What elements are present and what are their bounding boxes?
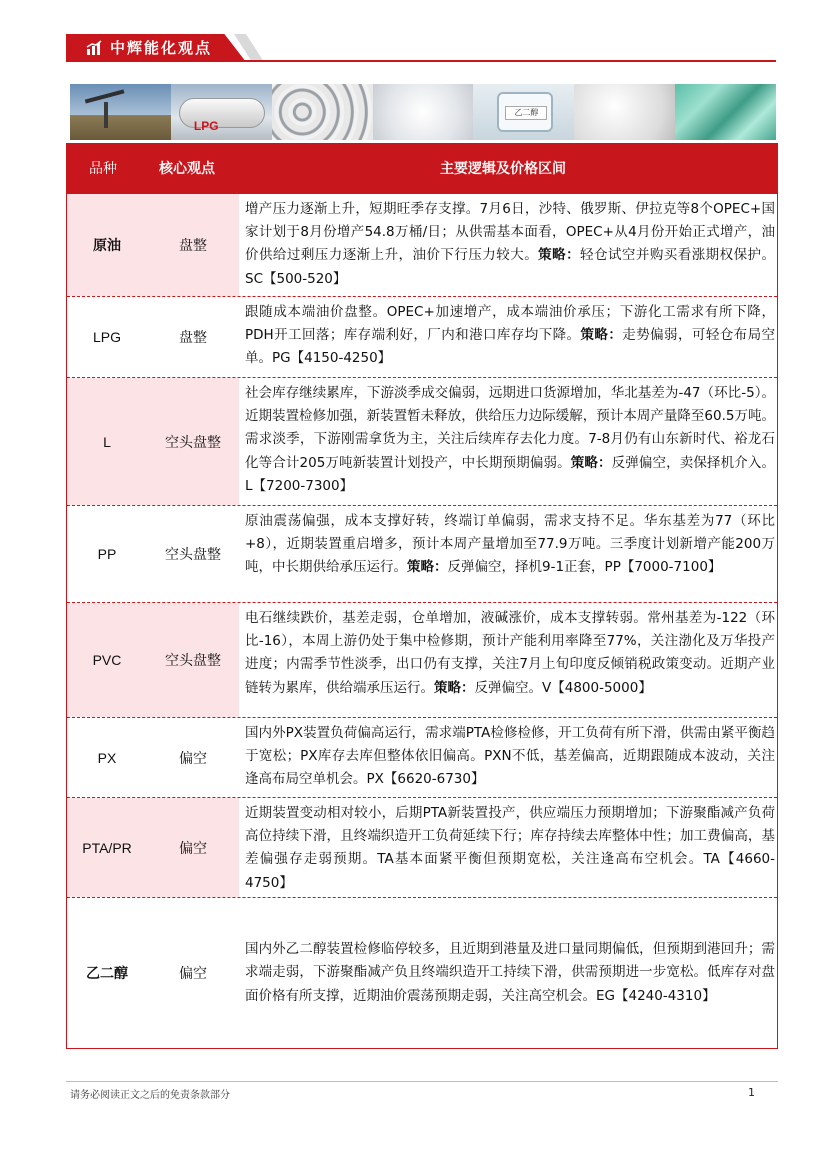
lpg-tank-image [171,84,272,140]
ethylene-glycol-bottle-image [473,84,574,140]
report-header [66,34,776,62]
table-row [67,297,777,378]
row-logic: 跟随成本端油价盘整。OPEC+加速增产，成本端油价承压；下游化工需求有所下降，PDH开工回落；库存端利好，厂内和港口库存均下降。策略：走势偏弱，可轻仓布局空单。PG【4150-4250】 [245,304,776,367]
row-view: 空头盘整 [147,603,239,717]
row-logic: 近期装置变动相对较小，后期PTA新装置投产，供应端压力预期增加；下游聚酯减产负荷高位持续下滑，且终端织造开工负荷延续下行；库存持续去库整体中性；加工费偏高，基差偏强存走弱预期。TA基本面紧平衡但预期宽松，关注逢高布空机会。TA【4660-4750】 [245,805,775,891]
glass-sheets-image [675,84,776,140]
row-name: PP [97,546,117,562]
row-logic: 社会库存继续累库，下游淡季成交偏弱，远期进口货源增加，华北基差为-47（环比-5）。近期装置检修加强，新装置暂未释放，供给压力边际缓解，预计本周产量降至60.5万吨。需求淡季，下游刚需拿货为主，关注后续库存去化力度。7-8月仍有山东新时代、裕龙石化等合计205万吨新装置计划投产，中长期预期偏弱。策略：反弹偏空，卖保择机介入。L【7200-7300】 [245,385,775,494]
plastic-pellets-image [373,84,474,140]
row-view: 盘整 [179,330,207,346]
table-header [67,143,777,194]
row-logic: 国内外乙二醇装置检修临停较多，且近期到港量及进口量同期偏低，但预期到港回升；需求端走弱，下游聚酯减产负且终端织造开工持续下滑，供需预期进一步宽松。低库存对盘面价格有所支撑，近期油价震荡预期走弱，关注高空机会。EG【4240-4310】 [245,941,775,1004]
page-number: 1 [748,1086,755,1099]
row-view: 偏空 [179,750,207,767]
header-divider [66,60,776,62]
header-title: 中辉能化观点 [110,39,213,57]
table-row [67,506,777,603]
polymer-granules-image [574,84,675,140]
row-name: 乙二醇 [86,965,128,981]
row-name: PX [97,749,117,766]
row-logic: 增产压力逐渐上升，短期旺季存支撑。7月6日，沙特、俄罗斯、伊拉克等8个OPEC+国家计划于8月份增产54.8万桶/日；从供需基本面看，OPEC+从4月份开始正式增产，油价供给过剩压力逐渐上升，油价下行压力较大。策略：轻仓试空并购买看涨期权保护。SC【500-520】 [245,201,776,287]
table-row [67,378,777,506]
table-row [67,718,777,798]
row-name: PTA/PR [67,798,147,897]
row-name: PVC [67,603,147,717]
header-name: 品种 [89,161,117,177]
row-logic: 电石继续跌价，基差走弱，仓单增加，液碱涨价，成本支撑转弱。常州基差为-122（环比-16），本周上游仍处于集中检修期，预计产能利用率降至77%，关注渤化及万华投产进度；内需季节性淡季，出口仍有支撑，关注7月上旬印度反倾销税政策变动。近期产业链转为累库，供给端承压运行。策略：反弹偏空。V【4800-5000】 [245,610,775,696]
header-logic: 主要逻辑及价格区间 [440,161,566,177]
footer-divider [66,1081,778,1082]
views-table [66,143,778,1049]
bar-chart-logo-icon [86,40,102,56]
table-row [67,194,777,297]
header-view: 核心观点 [159,161,215,177]
jug-label: 乙二醇 [505,106,547,120]
row-name: 原油 [67,194,147,296]
table-row [67,603,777,718]
row-view: 偏空 [147,798,239,897]
pvc-pipes-image [272,84,373,140]
footer-disclaimer: 请务必阅读正文之后的免责条款部分 [70,1090,230,1101]
table-row [67,898,777,1049]
row-view: 空头盘整 [147,378,239,505]
lpg-tank-label: LPG [193,119,219,133]
row-view: 偏空 [179,966,207,982]
row-name: LPG [92,329,121,345]
row-view: 盘整 [147,194,239,296]
product-banner [70,84,776,140]
row-logic: 国内外PX装置负荷偏高运行，需求端PTA检修检修，开工负荷有所下滑，供需由紧平衡趋于宽松；PX库存去库但整体依旧偏高。PXN不低，基差偏高，近期跟随成本波动，关注逢高布局空单机会。PX【6620-6730】 [245,725,775,788]
row-view: 空头盘整 [165,547,221,563]
row-name: L [67,378,147,505]
oil-pump-image [70,84,171,140]
table-row [67,798,777,898]
row-logic: 原油震荡偏强，成本支撑好转，终端订单偏弱，需求支持不足。华东基差为77（环比+8），近期装置重启增多，预计本周产量增加至77.9万吨。三季度计划新增产能200万吨，中长期供给承压运行。策略：反弹偏空，择机9-1正套，PP【7000-7100】 [245,513,775,576]
